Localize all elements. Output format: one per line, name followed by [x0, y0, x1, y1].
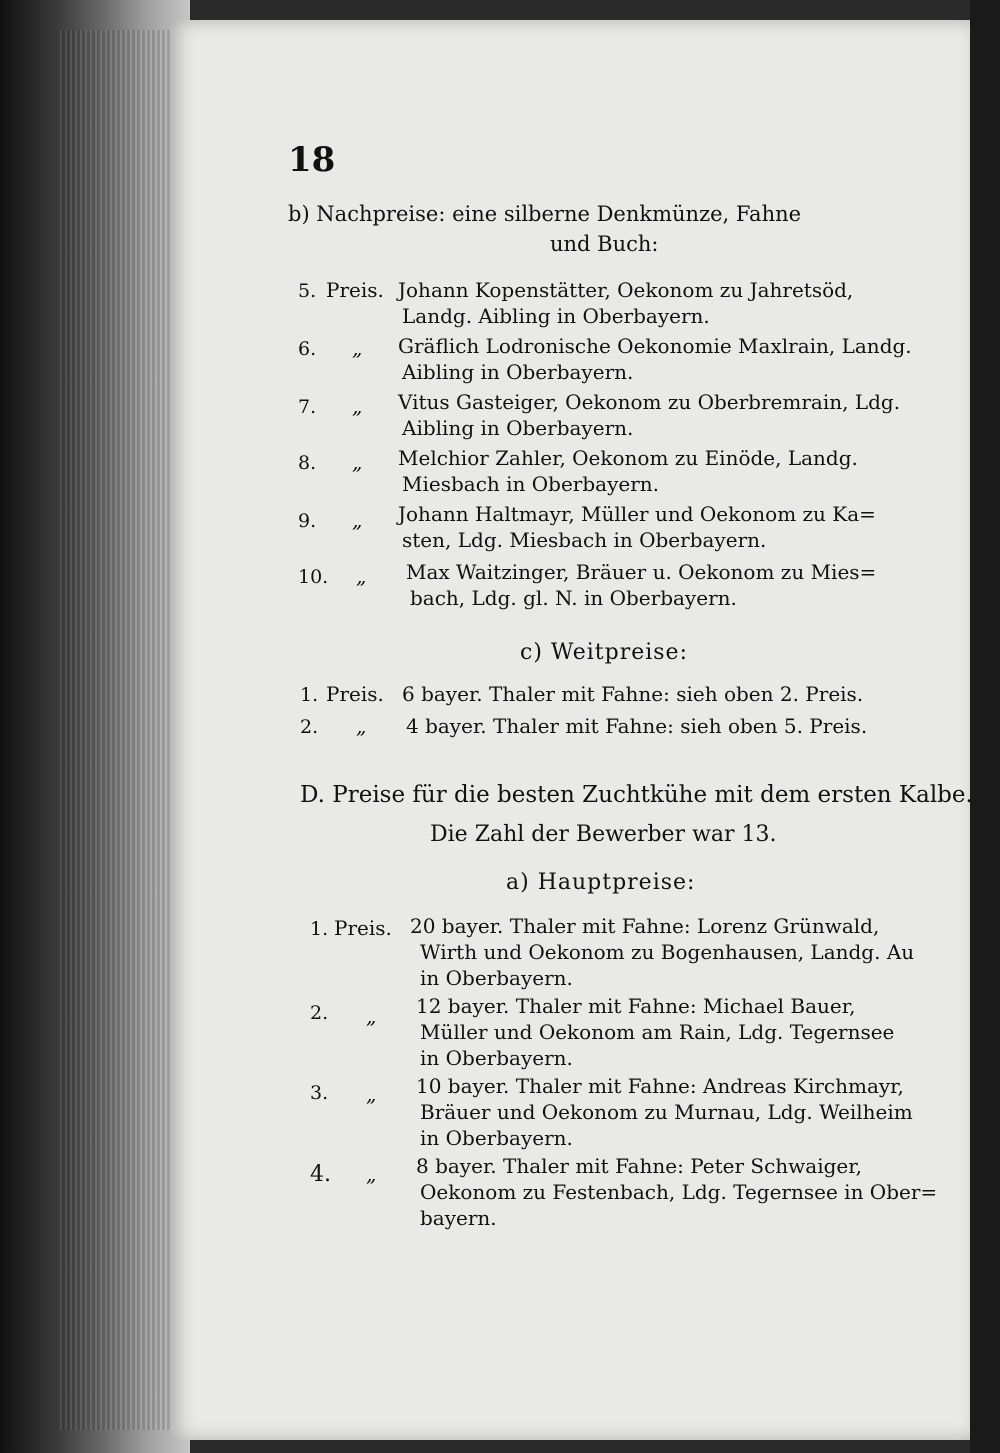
- entry-text: 6 bayer. Thaler mit Fahne: sieh oben 2. Preis.: [402, 682, 864, 706]
- entry-number: 6.: [298, 338, 317, 360]
- entry-number: 5.: [298, 280, 317, 302]
- entry-text-line2: bach, Ldg. gl. N. in Oberbayern.: [410, 586, 737, 610]
- ditto-mark: „: [366, 1082, 377, 1106]
- page-content: [170, 20, 973, 1440]
- entry-text-line1: 12 bayer. Thaler mit Fahne: Michael Bauer,: [416, 994, 856, 1018]
- section-c-title: c) Weitpreise:: [520, 640, 688, 665]
- book-page-edges: [0, 0, 190, 1453]
- entry-number: 10.: [298, 566, 329, 588]
- entry-text-line1: 10 bayer. Thaler mit Fahne: Andreas Kirchmayr,: [416, 1074, 904, 1098]
- entry-text-line3: in Oberbayern.: [420, 1126, 573, 1150]
- ditto-mark: „: [352, 394, 363, 418]
- entry-number: 4.: [310, 1162, 331, 1187]
- section-b-title-line1: b) Nachpreise: eine silberne Denkmünze, Fahne: [288, 202, 802, 226]
- entry-text-line2: Bräuer und Oekonom zu Murnau, Ldg. Weilheim: [420, 1100, 913, 1124]
- entry-text-line1: Max Waitzinger, Bräuer u. Oekonom zu Mies=: [406, 560, 877, 584]
- page-number: 18: [288, 140, 336, 180]
- entry-text-line2: Aibling in Oberbayern.: [402, 416, 634, 440]
- ditto-mark: „: [366, 1162, 377, 1186]
- entry-number: 8.: [298, 452, 317, 474]
- entry-number: 9.: [298, 510, 317, 532]
- book-cover-edge: [970, 0, 1000, 1453]
- entry-number: 7.: [298, 396, 317, 418]
- entry-number: 3.: [310, 1082, 329, 1104]
- entry-text-line2: Aibling in Oberbayern.: [402, 360, 634, 384]
- entry-text-line2: Wirth und Oekonom zu Bogenhausen, Landg. Au: [420, 940, 915, 964]
- entry-text-line1: Vitus Gasteiger, Oekonom zu Oberbremrain, Ldg.: [398, 390, 901, 414]
- entry-text-line1: 20 bayer. Thaler mit Fahne: Lorenz Grünwald,: [410, 914, 880, 938]
- entry-text-line3: in Oberbayern.: [420, 966, 573, 990]
- entry-text-line2: sten, Ldg. Miesbach in Oberbayern.: [402, 528, 767, 552]
- section-d-subheading: a) Hauptpreise:: [506, 870, 696, 895]
- entry-text-line1: Johann Kopenstätter, Oekonom zu Jahretsöd,: [398, 278, 854, 302]
- entry-text-line2: Miesbach in Oberbayern.: [402, 472, 660, 496]
- entry-number: 1.: [310, 918, 329, 940]
- entry-text-line2: Oekonom zu Festenbach, Ldg. Tegernsee in Ober=: [420, 1180, 938, 1204]
- entry-text-line2: Müller und Oekonom am Rain, Ldg. Tegernsee: [420, 1020, 895, 1044]
- ditto-mark: „: [352, 508, 363, 532]
- entry-label: Preis.: [326, 278, 384, 302]
- entry-label: Preis.: [326, 682, 384, 706]
- section-b-title-line2: und Buch:: [550, 232, 659, 256]
- entry-number: 2.: [310, 1002, 329, 1024]
- entry-text-line1: Melchior Zahler, Oekonom zu Einöde, Landg.: [398, 446, 858, 470]
- entry-text-line3: bayern.: [420, 1206, 497, 1230]
- entry-text-line3: in Oberbayern.: [420, 1046, 573, 1070]
- entry-text-line1: 8 bayer. Thaler mit Fahne: Peter Schwaiger,: [416, 1154, 862, 1178]
- page-stack-lines: [60, 30, 180, 1430]
- ditto-mark: „: [352, 336, 363, 360]
- book-page: [170, 20, 973, 1440]
- section-d-subtitle: Die Zahl der Bewerber war 13.: [430, 822, 777, 847]
- ditto-mark: „: [352, 450, 363, 474]
- entry-text-line2: Landg. Aibling in Oberbayern.: [402, 304, 710, 328]
- ditto-mark: „: [356, 564, 367, 588]
- ditto-mark: „: [356, 714, 367, 738]
- entry-number: 1.: [300, 684, 319, 706]
- section-d-title: D. Preise für die besten Zuchtkühe mit dem ersten Kalbe.: [300, 782, 973, 808]
- ditto-mark: „: [366, 1004, 377, 1028]
- entry-text-line1: Johann Haltmayr, Müller und Oekonom zu Ka=: [398, 502, 876, 526]
- entry-text: 4 bayer. Thaler mit Fahne: sieh oben 5. Preis.: [406, 714, 868, 738]
- entry-text-line1: Gräflich Lodronische Oekonomie Maxlrain, Landg.: [398, 334, 912, 358]
- entry-number: 2.: [300, 716, 319, 738]
- entry-label: Preis.: [334, 916, 392, 940]
